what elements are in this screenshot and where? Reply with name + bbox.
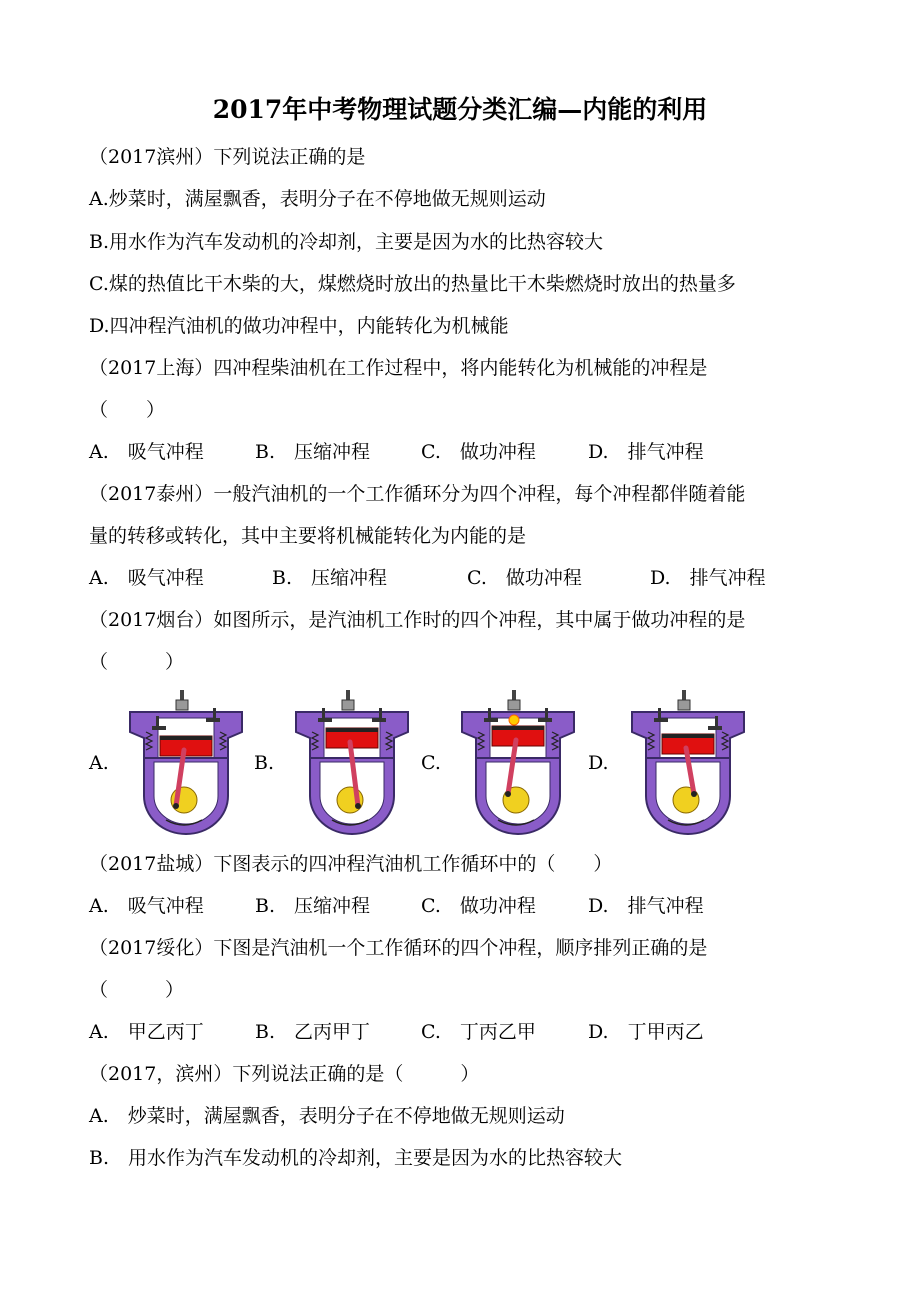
spark-plug bbox=[176, 700, 188, 710]
q1-stem: （2017滨州）下列说法正确的是 bbox=[89, 146, 366, 168]
q6-option-d: D. 丁甲丙乙 bbox=[588, 1021, 704, 1043]
q4-stem: （2017烟台）如图所示，是汽油机工作时的四个冲程，其中属于做功冲程的是 bbox=[89, 609, 746, 631]
crank-pin bbox=[505, 791, 511, 797]
figure-label-b: B. bbox=[254, 752, 275, 774]
q2-option-d: D. 排气冲程 bbox=[588, 441, 704, 463]
q6-option-a: A. 甲乙丙丁 bbox=[89, 1021, 204, 1043]
q5-option-b: B. 压缩冲程 bbox=[255, 895, 371, 917]
q7-stem: （2017，滨州）下列说法正确的是（ ） bbox=[89, 1063, 480, 1085]
intake-valve-stem bbox=[156, 716, 159, 728]
crank-pin bbox=[173, 803, 179, 809]
q6-blank: （ ） bbox=[89, 979, 185, 1001]
q1-option-c: C.煤的热值比干木柴的大，煤燃烧时放出的热量比干木柴燃烧时放出的热量多 bbox=[89, 273, 736, 295]
piston-ring bbox=[662, 734, 714, 738]
figure-label-d: D. bbox=[588, 752, 609, 774]
q3-stem-line1: （2017泰州）一般汽油机的一个工作循环分为四个冲程，每个冲程都伴随着能 bbox=[89, 483, 746, 505]
q5-option-a: A. 吸气冲程 bbox=[89, 895, 204, 917]
spark-plug bbox=[508, 700, 520, 710]
spark-flash bbox=[509, 715, 519, 725]
intake-valve-stem bbox=[322, 708, 325, 720]
crank-pin bbox=[355, 803, 361, 809]
crank-pin bbox=[691, 791, 697, 797]
q2-stem: （2017上海）四冲程柴油机在工作过程中，将内能转化为机械能的冲程是 bbox=[89, 357, 708, 379]
q2-blank: （ ） bbox=[89, 399, 166, 421]
q3-option-c: C. 做功冲程 bbox=[467, 567, 582, 589]
q6-option-c: C. 丁丙乙甲 bbox=[421, 1021, 536, 1043]
engine-diagram-a bbox=[124, 688, 248, 836]
engine-diagram-b bbox=[290, 688, 414, 836]
q2-option-b: B. 压缩冲程 bbox=[255, 441, 371, 463]
q3-option-d: D. 排气冲程 bbox=[650, 567, 766, 589]
q7-option-a: A. 炒菜时，满屋飘香，表明分子在不停地做无规则运动 bbox=[89, 1105, 565, 1127]
q6-stem: （2017绥化）下图是汽油机一个工作循环的四个冲程，顺序排列正确的是 bbox=[89, 937, 708, 959]
exhaust-valve-stem bbox=[545, 708, 548, 720]
figure-label-a: A. bbox=[89, 752, 109, 774]
q1-option-b: B.用水作为汽车发动机的冷却剂，主要是因为水的比热容较大 bbox=[89, 231, 604, 253]
exhaust-valve-stem bbox=[213, 708, 216, 720]
exhaust-valve-stem bbox=[715, 716, 718, 728]
q7-option-b: B. 用水作为汽车发动机的冷却剂，主要是因为水的比热容较大 bbox=[89, 1147, 623, 1169]
q2-option-c: C. 做功冲程 bbox=[421, 441, 536, 463]
q3-option-b: B. 压缩冲程 bbox=[272, 567, 388, 589]
q6-option-b: B. 乙丙甲丁 bbox=[255, 1021, 371, 1043]
q2-option-a: A. 吸气冲程 bbox=[89, 441, 204, 463]
engine-diagram-d bbox=[626, 688, 750, 836]
page-title: 2017年中考物理试题分类汇编—内能的利用 bbox=[212, 95, 708, 124]
q1-option-a: A.炒菜时，满屋飘香，表明分子在不停地做无规则运动 bbox=[89, 188, 546, 210]
q4-blank: （ ） bbox=[89, 651, 185, 673]
engine-diagram-c bbox=[456, 688, 580, 836]
spark-plug bbox=[342, 700, 354, 710]
q5-stem: （2017盐城）下图表示的四冲程汽油机工作循环中的（ ） bbox=[89, 853, 613, 875]
q3-option-a: A. 吸气冲程 bbox=[89, 567, 204, 589]
exhaust-valve-stem bbox=[379, 708, 382, 720]
spark-plug bbox=[678, 700, 690, 710]
q3-stem-line2: 量的转移或转化，其中主要将机械能转化为内能的是 bbox=[89, 525, 527, 547]
figure-label-c: C. bbox=[421, 752, 441, 774]
piston-ring bbox=[326, 728, 378, 732]
piston-ring bbox=[492, 726, 544, 730]
piston-ring bbox=[160, 736, 212, 740]
q1-option-d: D.四冲程汽油机的做功冲程中，内能转化为机械能 bbox=[89, 315, 509, 337]
q5-option-d: D. 排气冲程 bbox=[588, 895, 704, 917]
intake-valve-stem bbox=[658, 708, 661, 720]
q5-option-c: C. 做功冲程 bbox=[421, 895, 536, 917]
intake-valve-stem bbox=[488, 708, 491, 720]
